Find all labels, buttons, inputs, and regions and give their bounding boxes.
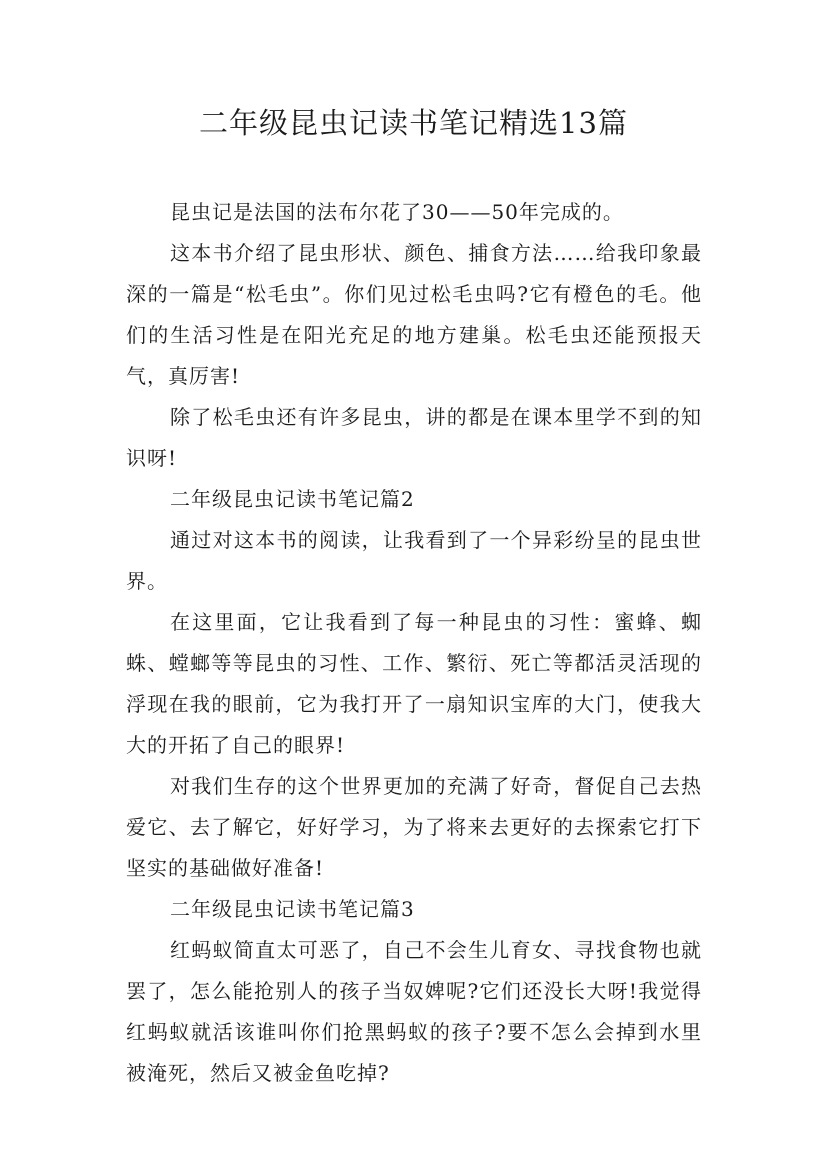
- paragraph-curiosity: 对我们生存的这个世界更加的充满了好奇，督促自己去热爱它、去了解它，好好学习，为了将来去更好的去探索它打下坚实的基础做好准备!: [126, 774, 702, 880]
- paragraph-insect-world: 通过对这本书的阅读，让我看到了一个异彩纷呈的昆虫世界。: [126, 528, 702, 593]
- paragraph-red-ants: 红蚂蚁简直太可恶了，自己不会生儿育女、寻找食物也就罢了，怎么能抢别人的孩子当奴婢呢?它们还没长大呀!我觉得红蚂蚁就活该谁叫你们抢黑蚂蚁的孩子?要不怎么会掉到水里被淹死，然后又被金鱼吃掉?: [126, 938, 702, 1085]
- paragraph-habits: 在这里面，它让我看到了每一种昆虫的习性：蜜蜂、蜘蛛、螳螂等等昆虫的习性、工作、繁衍、死亡等都活灵活现的浮现在我的眼前，它为我打开了一扇知识宝库的大门，使我大大的开拓了自己的眼界!: [126, 610, 702, 757]
- paragraph-other-insects: 除了松毛虫还有许多昆虫，讲的都是在课本里学不到的知识呀!: [126, 405, 702, 470]
- document-body: [126, 192, 702, 1094]
- paragraph-pine-caterpillar: 这本书介绍了昆虫形状、颜色、捕食方法……给我印象最深的一篇是“松毛虫”。你们见过松毛虫吗?它有橙色的毛。他们的生活习性是在阳光充足的地方建巢。松毛虫还能预报天气，真厉害!: [126, 241, 702, 388]
- section-heading-2: 二年级昆虫记读书笔记篇2: [170, 487, 415, 511]
- section-heading-3: 二年级昆虫记读书笔记篇3: [170, 897, 415, 921]
- document-title: 二年级昆虫记读书笔记精选13篇: [199, 106, 628, 140]
- paragraph-intro: 昆虫记是法国的法布尔花了30——50年完成的。: [170, 200, 624, 224]
